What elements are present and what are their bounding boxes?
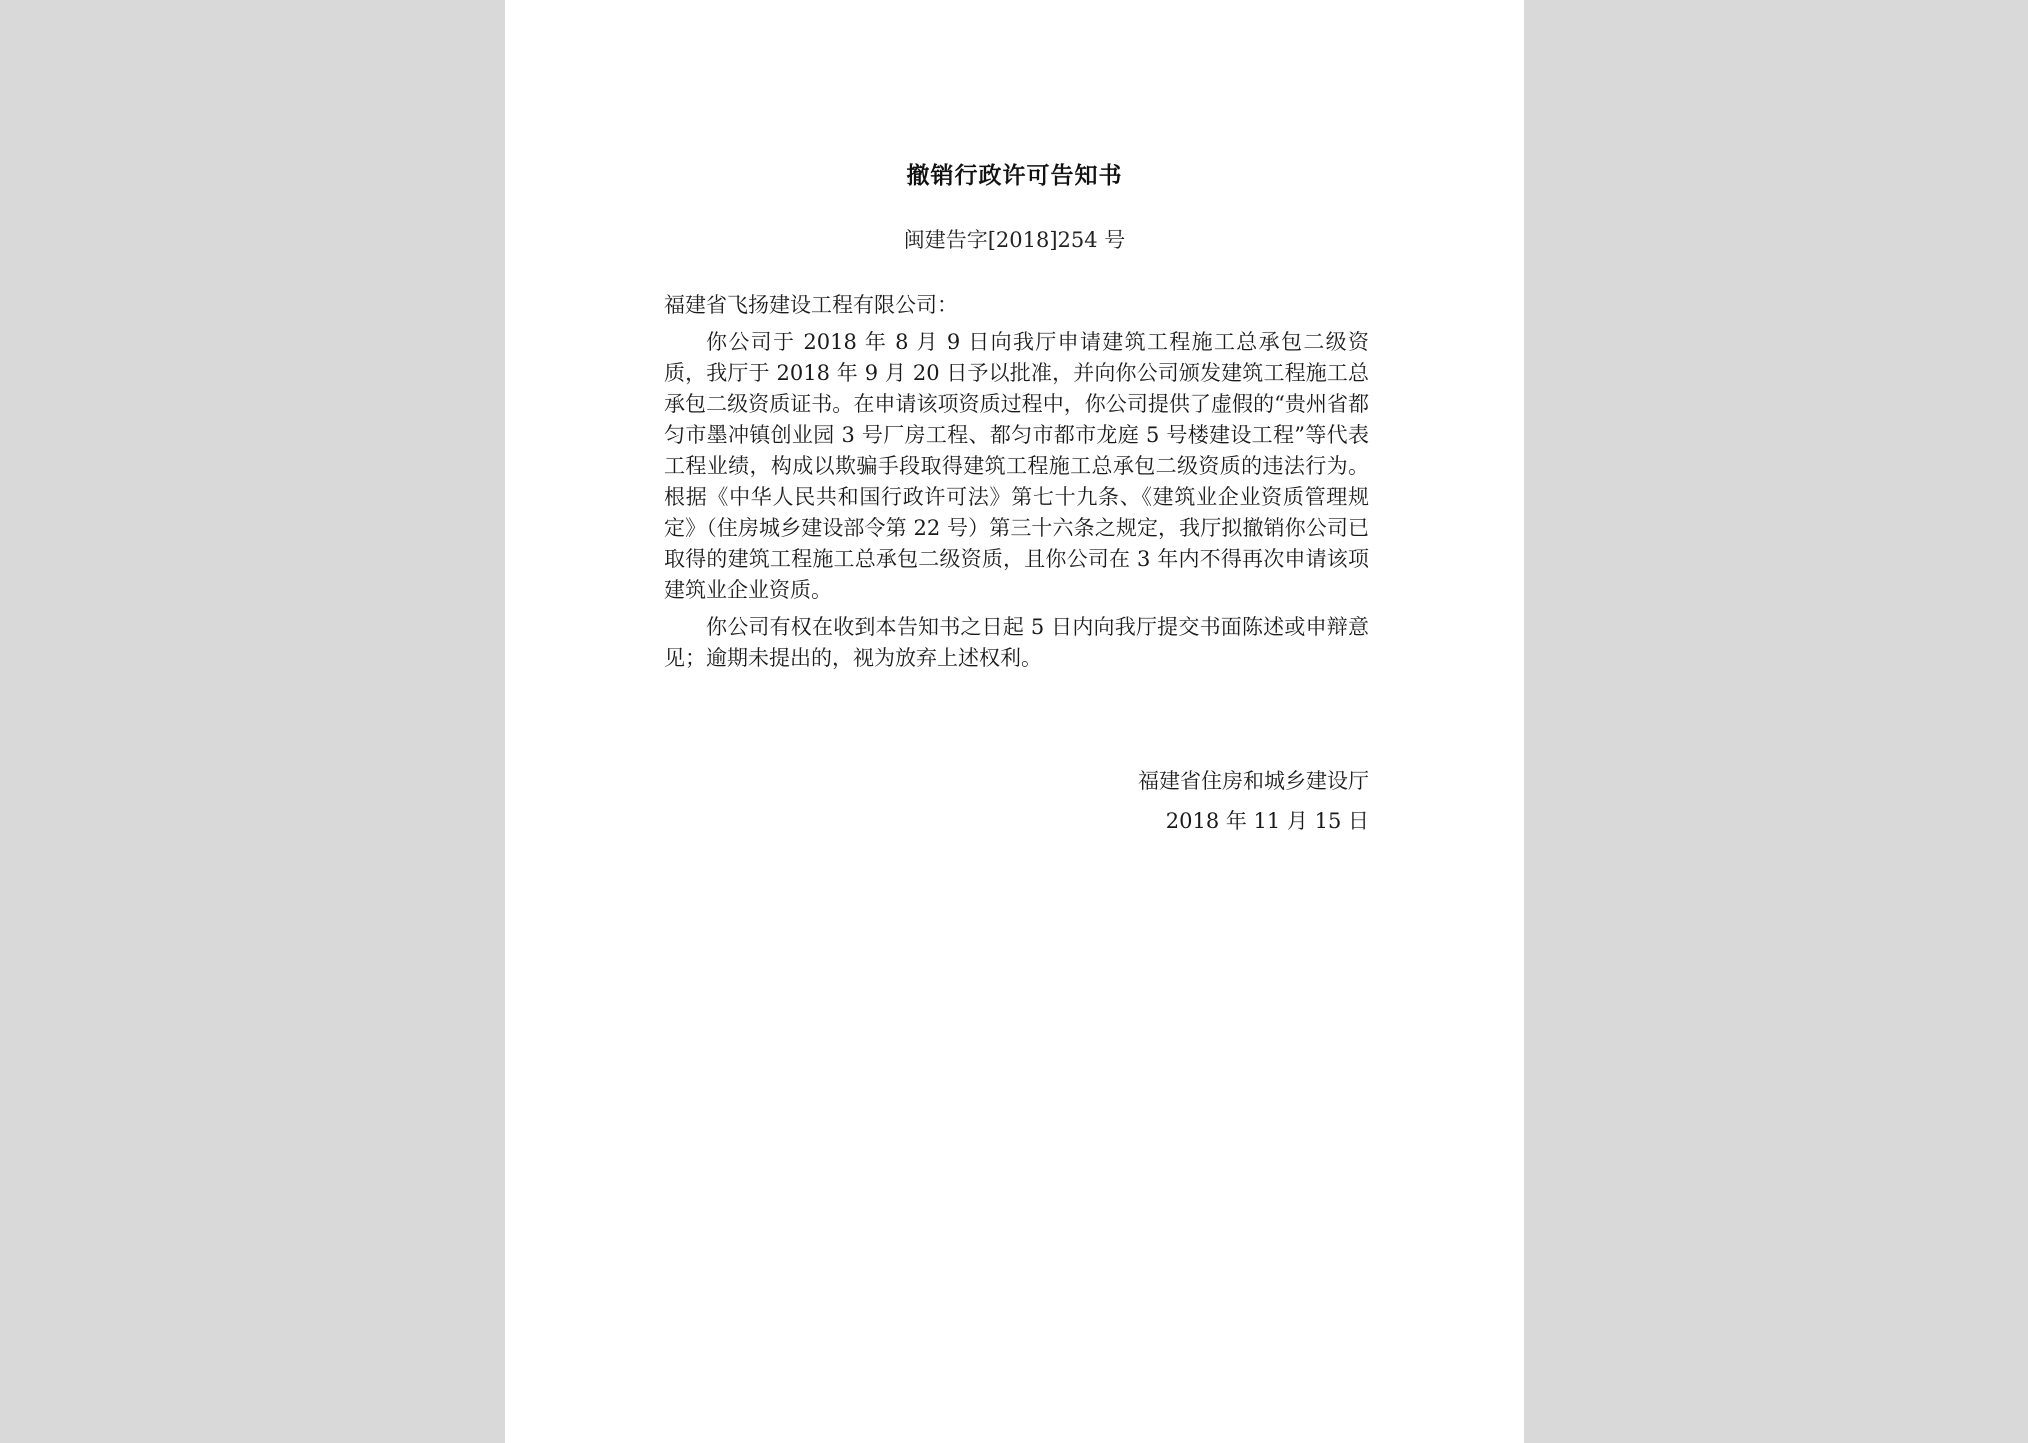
document-page <box>505 0 1524 1443</box>
signature-date: 2018 年 11 月 15 日 <box>1165 809 1369 833</box>
body-paragraph-1: 你公司于 2018 年 8 月 9 日向我厅申请建筑工程施工总承包二级资质，我厅于 2018 年 9 月 20 日予以批准，并向你公司颁发建筑工程施工总承包二级资质证书。在申请该项资质过程中，你公司提供了虚假的“贵州省都匀市墨冲镇创业园 3 号厂房工程、都匀市都市龙庭 5 号楼建设工程”等代表工程业绩，构成以欺骗手段取得建筑工程施工总承包二级资质的违法行为。根据《中华人民共和国行政许可法》第七十九条、《建筑业企业资质管理规定》（住房城乡建设部令第 22 号）第三十六条之规定，我厅拟撤销你公司已取得的建筑工程施工总承包二级资质，且你公司在 3 年内不得再次申请该项建筑业企业资质。 <box>664 330 1369 602</box>
document-title: 撤销行政许可告知书 <box>906 162 1123 189</box>
body-paragraph-2: 你公司有权在收到本告知书之日起 5 日内向我厅提交书面陈述或申辩意见；逾期未提出的，视为放弃上述权利。 <box>664 615 1369 670</box>
salutation: 福建省飞扬建设工程有限公司： <box>664 293 958 317</box>
signature-block <box>1138 761 1369 841</box>
document-body <box>664 290 1369 680</box>
signature-organization: 福建省住房和城乡建设厅 <box>1138 769 1369 793</box>
document-number: 闽建告字[2018]254 号 <box>903 228 1126 252</box>
